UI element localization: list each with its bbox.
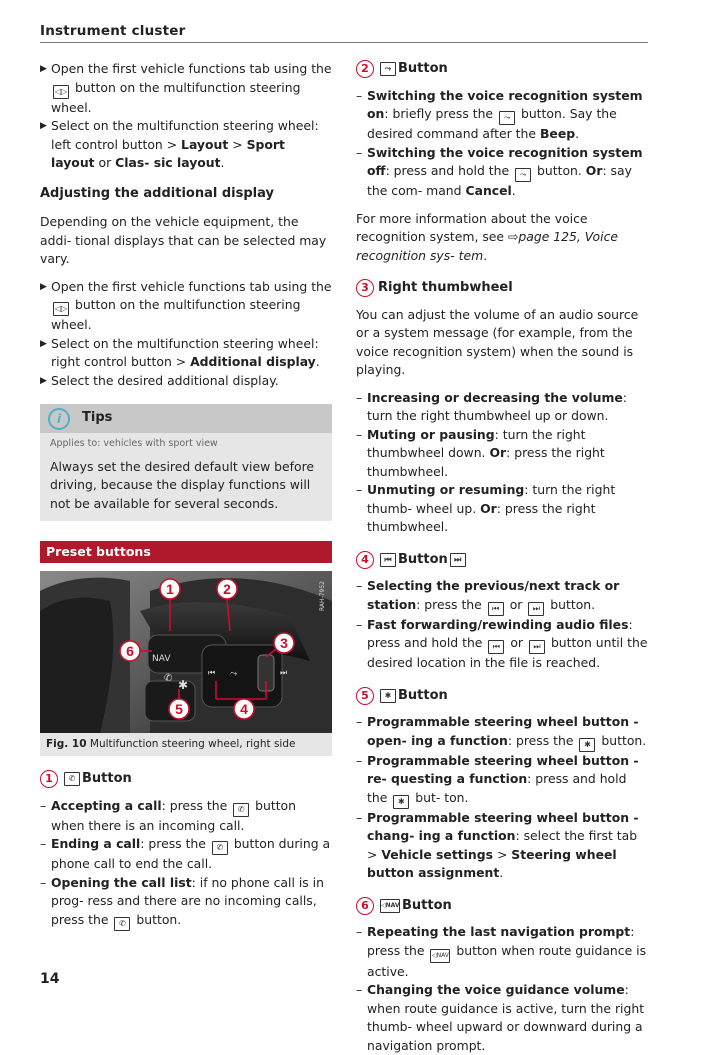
item-prog-request: – Programmable steering wheel button - re- questing a function: press and hold the ✱ but- ton. — [356, 752, 650, 809]
item-open-list: – Opening the call list: if no phone call is in prog- ress and there are no incoming calls, press the ✆ button. — [40, 874, 332, 931]
star-icon: ✱ — [393, 795, 409, 809]
left-column — [40, 60, 332, 931]
adjust-body: Depending on the vehicle equipment, the addi- tional displays that can be selected may vary. — [40, 214, 327, 266]
bullet-icon: ▶ — [40, 338, 47, 349]
phone-icon: ✆ — [164, 673, 173, 684]
left-right-key-icon: ◁▷ — [53, 302, 69, 316]
next-icon: ⏭ — [280, 668, 288, 677]
item-mute: – Muting or pausing: turn the right thumbwheel down. Or: press the right thumbwheel. — [356, 426, 605, 479]
bullet-icon: ▶ — [40, 375, 47, 386]
callout-4-label: 4 — [240, 701, 248, 717]
nav-icon: ◁NAV — [380, 899, 400, 913]
voice-icon: ⤳ — [380, 62, 396, 76]
phone-icon: ✆ — [233, 803, 249, 817]
prev-icon: ⏮ — [488, 640, 504, 654]
item-prog-open: – Programmable steering wheel button - open- ing a function: press the ✱ button. — [356, 713, 650, 752]
callout-3-label: 3 — [280, 635, 288, 651]
prev-icon: ⏮ — [380, 553, 396, 567]
left-right-key-icon: ◁▷ — [53, 85, 69, 99]
heading-adjust: Adjusting the additional display — [40, 185, 274, 201]
prev-icon: ⏮ — [208, 668, 216, 677]
heading-button-2: 2 ⤳ Button — [356, 60, 650, 79]
callout-1-label: 1 — [166, 581, 174, 597]
heading-thumbwheel: 3 Right thumbwheel — [356, 279, 650, 298]
item-accept-call: – Accepting a call: press the ✆ button when there is an incoming call. — [40, 797, 296, 833]
item-voice-on: – Switching the voice recognition system on: briefly press the ⤳ button. Say the desired command after the Beep. — [356, 87, 643, 141]
heading-button-1: 1 ✆ Button — [40, 770, 332, 789]
next-icon: ⏭ — [528, 602, 544, 616]
info-icon: i — [48, 408, 70, 430]
bullet-select-desired: ▶ Select the desired additional display. — [40, 372, 332, 391]
heading-button-6: 6 ◁NAV Button — [356, 897, 650, 916]
bullet-open-tab: ▶ Open the first vehicle functions tab using the ◁▷ button on the multifunction steering wheel. — [40, 61, 332, 115]
prev-icon: ⏮ — [488, 602, 504, 616]
bullet-select-layout: ▶ Select on the multifunction steering wheel: left control button > Layout > Sport layout or Clas- sic layout. — [40, 118, 319, 170]
item-select-track: – Selecting the previous/next track or station: press the ⏮ or ⏭ button. — [356, 577, 650, 616]
item-unmute: – Unmuting or resuming: turn the right thumb- wheel up. Or: press the right thumbwheel. — [356, 482, 616, 534]
next-icon: ⏭ — [450, 553, 466, 567]
callout-6-label: 6 — [126, 643, 134, 659]
star-icon: ✱ — [579, 738, 595, 752]
phone-icon: ✆ — [114, 917, 130, 931]
preset-buttons-title: Preset buttons — [40, 541, 332, 563]
tips-box — [40, 404, 332, 521]
heading-button-4: 4 ⏮ Button ⏭ — [356, 551, 650, 570]
right-column — [356, 60, 650, 1055]
star-icon: ✱ — [380, 689, 396, 703]
ref-arrow-icon: ⇨ — [508, 229, 519, 244]
heading-button-5: 5 ✱ Button — [356, 687, 650, 706]
phone-icon: ✆ — [212, 841, 228, 855]
callout-5-label: 5 — [175, 701, 183, 717]
page-ref-link[interactable]: page 125, Voice recognition sys- tem — [356, 229, 619, 263]
figure-caption: Fig. 10 Multifunction steering wheel, right side — [40, 733, 332, 756]
star-icon: ✱ — [178, 678, 189, 692]
item-end-call: – Ending a call: press the ✆ button during a phone call to end the call. — [40, 836, 331, 871]
voice-icon: ⤳ — [230, 669, 238, 679]
item-fast-forward: – Fast forwarding/rewinding audio files: press and hold the ⏮ or ⏭ button until the desired location in the file is reached. — [356, 616, 648, 670]
next-icon: ⏭ — [529, 640, 545, 654]
header-rule — [40, 42, 648, 43]
steering-wheel-illustration — [40, 571, 332, 733]
phone-icon: ✆ — [64, 772, 80, 786]
item-prog-change: – Programmable steering wheel button - chang- ing a function: select the first tab > Vehicle settings > Steering wheel button assignment. — [356, 809, 639, 880]
bullet-icon: ▶ — [40, 121, 47, 131]
tips-header: i Tips — [40, 404, 332, 433]
voice-icon: ⤳ — [515, 168, 531, 182]
item-volume: – Increasing or decreasing the volume: turn the right thumbwheel up or down. — [356, 389, 627, 423]
more-info: For more information about the voice recognition system, see ⇨page 125, Voice recognition sys- tem. — [356, 210, 619, 263]
tips-applies: Applies to: vehicles with sport view — [50, 438, 218, 449]
fig-code: RAH-7952 — [319, 581, 326, 611]
page-number: 14 — [40, 971, 60, 987]
bullet-icon: ▶ — [40, 281, 47, 292]
nav-icon: ◁NAV — [430, 949, 450, 963]
item-voice-off: – Switching the voice recognition system off: press and hold the ⤳ button. Or: say the com- mand Cancel. — [356, 144, 643, 198]
thumbwheel-body: You can adjust the volume of an audio source or a system message (for example, from the voice recognition system) when the sound is playing. — [356, 306, 639, 377]
bullet-icon: ▶ — [40, 64, 47, 74]
voice-icon: ⤳ — [499, 111, 515, 125]
page-header: Instrument cluster — [40, 23, 186, 39]
fig-nav-label: NAV — [152, 654, 171, 664]
item-change-voice: – Changing the voice guidance volume: when route guidance is active, turn the right thumb- wheel upward or downward during a navigation prompt. — [356, 982, 645, 1053]
bullet-open-tab-2: ▶ Open the first vehicle functions tab using the ◁▷ button on the multifunction steering wheel. — [40, 278, 332, 332]
item-repeat-nav: – Repeating the last navigation prompt: press the ◁NAV button when route guidance is active. — [356, 924, 647, 979]
bullet-select-additional: ▶ Select on the multifunction steering wheel: right control button > Additional display. — [40, 335, 320, 369]
figure-steering-wheel — [40, 571, 332, 733]
callout-2-label: 2 — [223, 581, 231, 597]
tips-body: Always set the desired default view before driving, because the display functions will not be available for several seconds. — [50, 458, 315, 511]
